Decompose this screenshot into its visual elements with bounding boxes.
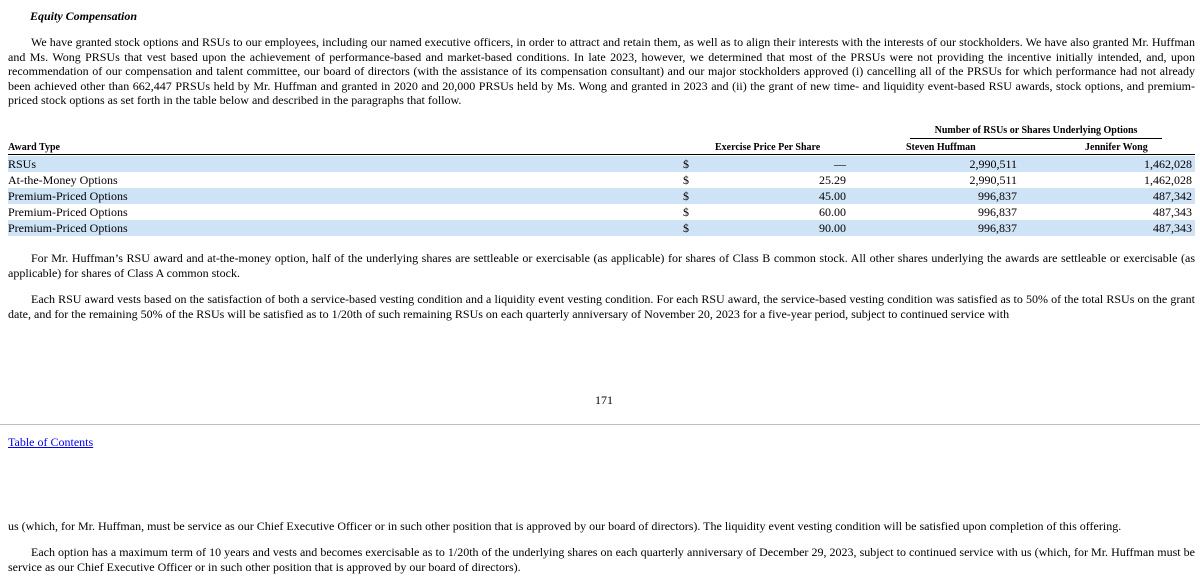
table-row	[8, 156, 1195, 172]
cell-award-type: RSUs	[8, 157, 37, 171]
paragraph-intro	[8, 35, 1195, 108]
cell-huffman: 2,990,511	[969, 157, 1017, 171]
table-row	[8, 220, 1195, 236]
cell-dollar-sign: $	[683, 205, 689, 219]
paragraph-rsu-vesting-text: Each RSU award vests based on the satisfaction of both a service-based vesting condition and a liquidity event vesting condition. For each RSU award, the service-based vesting condition was satisfied as to 50% of the total RSUs on the grant date, and for the remaining 50% of the RSUs will be satisfied as to 1/20th of such remaining RSUs on each quarterly anniversary of November 20, 2023 for a five-year period, subject to continued service with	[8, 292, 1195, 321]
cell-exercise-price: 25.29	[819, 173, 846, 187]
paragraph-class-b-shares-text: For Mr. Huffman’s RSU award and at-the-money option, half of the underlying shares are settleable or exercisable (as applicable) for shares of Class B common stock. All other shares underlying the awards are settleable or exercisable (as applicable) for shares of Class A common stock.	[8, 251, 1195, 280]
cell-exercise-price: —	[834, 157, 846, 171]
cell-award-type: At-the-Money Options	[8, 173, 118, 187]
paragraph-option-term	[8, 545, 1195, 574]
cell-dollar-sign: $	[683, 221, 689, 235]
table-group-header: Number of RSUs or Shares Underlying Options	[934, 125, 1138, 136]
section-heading: Equity Compensation	[30, 9, 138, 23]
paragraph-option-term-text: Each option has a maximum term of 10 years and vests and becomes exercisable as to 1/20th of the underlying shares on each quarterly anniversary of December 29, 2023, subject to continued service with us (which, for Mr. Huffman must be service as our Chief Executive Officer or in such other position that is approved by our board of directors).	[8, 545, 1195, 574]
paragraph-class-b-shares	[8, 251, 1195, 280]
cell-dollar-sign: $	[683, 157, 689, 171]
page-number: 171	[595, 393, 613, 407]
cell-award-type: Premium-Priced Options	[8, 221, 128, 235]
header-award-type: Award Type	[8, 142, 60, 153]
header-rule	[8, 154, 1195, 155]
header-exercise-price: Exercise Price Per Share	[715, 142, 821, 153]
paragraph-intro-text: We have granted stock options and RSUs to our employees, including our named executive officers, in order to attract and retain them, as well as to align their interests with the interests of our stockholders. We have also granted Mr. Huffman and Ms. Wong PRSUs that vest based upon the achievement of performance-based and market-based conditions. In late 2023, however, we determined that most of the PRSUs were not providing the incentive initially intended, and, upon recommendation of our compensation and talent committee, our board of directors (with the assistance of its compensation consultant) and our major stockholders approved (i) cancelling all of the PRSUs for which performance had not already been achieved other than 662,447 PRSUs held by Mr. Huffman and granted in 2020 and 20,000 PRSUs held by Ms. Wong and granted in 2023 and (ii) the grant of new time- and liquidity event-based RSU awards, stock options, and premium-priced stock options as set forth in the table below and described in the paragraphs that follow.	[8, 35, 1195, 108]
cell-award-type: Premium-Priced Options	[8, 205, 128, 219]
cell-award-type: Premium-Priced Options	[8, 189, 128, 203]
cell-exercise-price: 45.00	[819, 189, 846, 203]
table-row	[8, 188, 1195, 204]
cell-wong: 1,462,028	[1144, 157, 1192, 171]
paragraph-rsu-vesting	[8, 292, 1195, 321]
cell-huffman: 996,837	[978, 221, 1017, 235]
paragraph-rsu-vesting-continued: us (which, for Mr. Huffman, must be service as our Chief Executive Officer or in such other position that is approved by our board of directors). The liquidity event vesting condition will be satisfied upon completion of this offering.	[8, 519, 1122, 533]
table-row	[8, 204, 1195, 220]
cell-wong: 1,462,028	[1144, 173, 1192, 187]
cell-huffman: 996,837	[978, 205, 1017, 219]
cell-exercise-price: 90.00	[819, 221, 846, 235]
cell-dollar-sign: $	[683, 189, 689, 203]
cell-wong: 487,342	[1153, 189, 1192, 203]
header-steven-huffman: Steven Huffman	[906, 142, 976, 153]
group-header-rule	[910, 138, 1162, 139]
cell-huffman: 2,990,511	[969, 173, 1017, 187]
cell-huffman: 996,837	[978, 189, 1017, 203]
cell-wong: 487,343	[1153, 205, 1192, 219]
header-jennifer-wong: Jennifer Wong	[1085, 142, 1148, 153]
page-divider	[0, 424, 1200, 425]
cell-exercise-price: 60.00	[819, 205, 846, 219]
cell-wong: 487,343	[1153, 221, 1192, 235]
cell-dollar-sign: $	[683, 173, 689, 187]
table-of-contents-link[interactable]: Table of Contents	[8, 435, 94, 449]
table-row	[8, 172, 1195, 188]
